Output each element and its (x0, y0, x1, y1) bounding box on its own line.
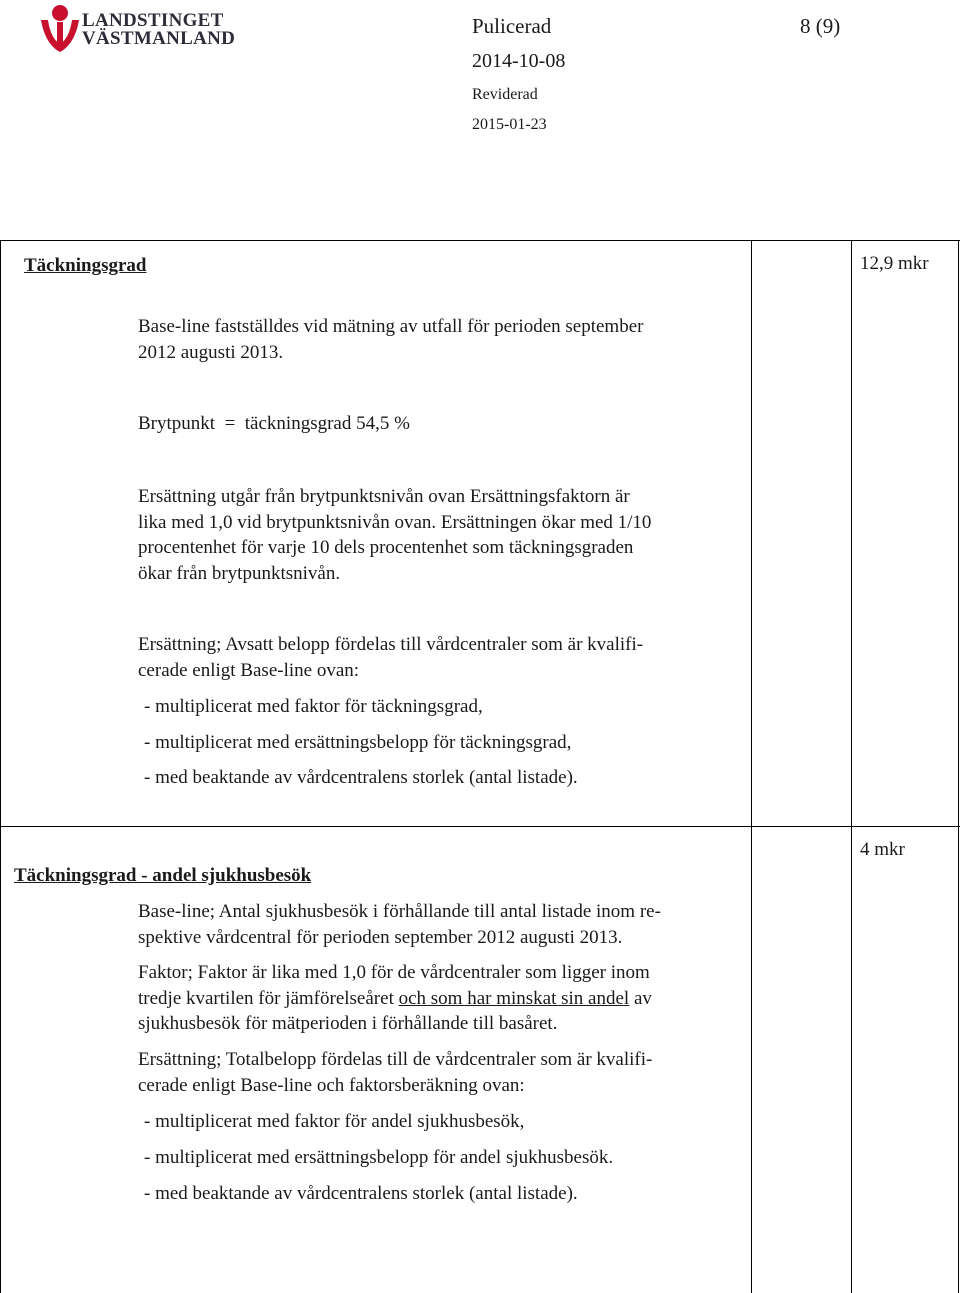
section-amount: 4 mkr (860, 839, 905, 860)
document-date: 2014-10-08 (472, 50, 566, 72)
landstinget-vastmanland-logo (38, 4, 236, 54)
list-item: - multiplicerat med faktor för andel sjukhusbesök, (144, 1111, 525, 1132)
document-status: Pulicerad (472, 14, 552, 38)
list-item: - med beaktande av vårdcentralens storlek (antal listade). (144, 1183, 578, 1204)
list-item: - multiplicerat med ersättningsbelopp för täckningsgrad, (144, 732, 572, 753)
section-title-andel-sjukhusbesok: Täckningsgrad - andel sjukhusbesök (14, 865, 312, 886)
table-row-divider (0, 826, 960, 827)
list-item: - multiplicerat med ersättningsbelopp för andel sjukhusbesök. (144, 1147, 614, 1168)
table-right-border (958, 240, 959, 1293)
table-column-divider-2 (851, 240, 852, 1293)
underlined-phrase: och som har minskat sin andel (398, 987, 630, 1009)
factor-paragraph: Faktor; Faktor är lika med 1,0 för de vårdcentraler som ligger inom tredje kvartilen för jämförelseåret och som har minskat sin andel av sjukhusbesök för mätperioden i förhållande till basåret. (138, 962, 652, 1034)
list-item: - multiplicerat med faktor för täckningsgrad, (144, 696, 483, 717)
table-column-divider-1 (751, 240, 752, 1293)
logo-wordmark-line2: VÄSTMANLAND (82, 28, 236, 49)
table-left-border (0, 240, 1, 1293)
baseline-paragraph: Base-line; Antal sjukhusbesök i förhållande till antal listade inom re- spektive vårdcentral för perioden september 2012 augusti 2013. (138, 901, 661, 948)
list-item: - med beaktande av vårdcentralens storlek (antal listade). (144, 767, 578, 788)
section-title-tackningsgrad: Täckningsgrad (24, 255, 147, 276)
logo-wordmark-line1: LANDSTINGET (82, 10, 224, 31)
payment-paragraph: Ersättning; Totalbelopp fördelas till de vårdcentraler som är kvalifi- cerade enligt Base-line och faktorsberäkning ovan: (138, 1049, 653, 1096)
baseline-paragraph: Base-line fastställdes vid mätning av utfall för perioden september 2012 augusti 2013. (138, 316, 644, 363)
page-number: 8 (9) (800, 14, 841, 38)
revised-label: Reviderad (472, 86, 538, 103)
compensation-paragraph: Ersättning utgår från brytpunktsnivån ovan Ersättningsfaktorn är lika med 1,0 vid brytpunktsnivån ovan. Ersättningen ökar med 1/10 procentenhet för varje 10 dels procentenhet som täckningsgraden ökar från brytpunktsnivån. (138, 486, 652, 584)
logo-emblem-icon (38, 4, 82, 54)
table-top-border (0, 240, 960, 241)
revised-date: 2015-01-23 (472, 116, 547, 133)
section-amount: 12,9 mkr (860, 253, 929, 274)
breakpoint-line: Brytpunkt = täckningsgrad 54,5 % (138, 413, 410, 434)
payment-paragraph: Ersättning; Avsatt belopp fördelas till vårdcentraler som är kvalifi- cerade enligt Base-line ovan: (138, 634, 644, 681)
